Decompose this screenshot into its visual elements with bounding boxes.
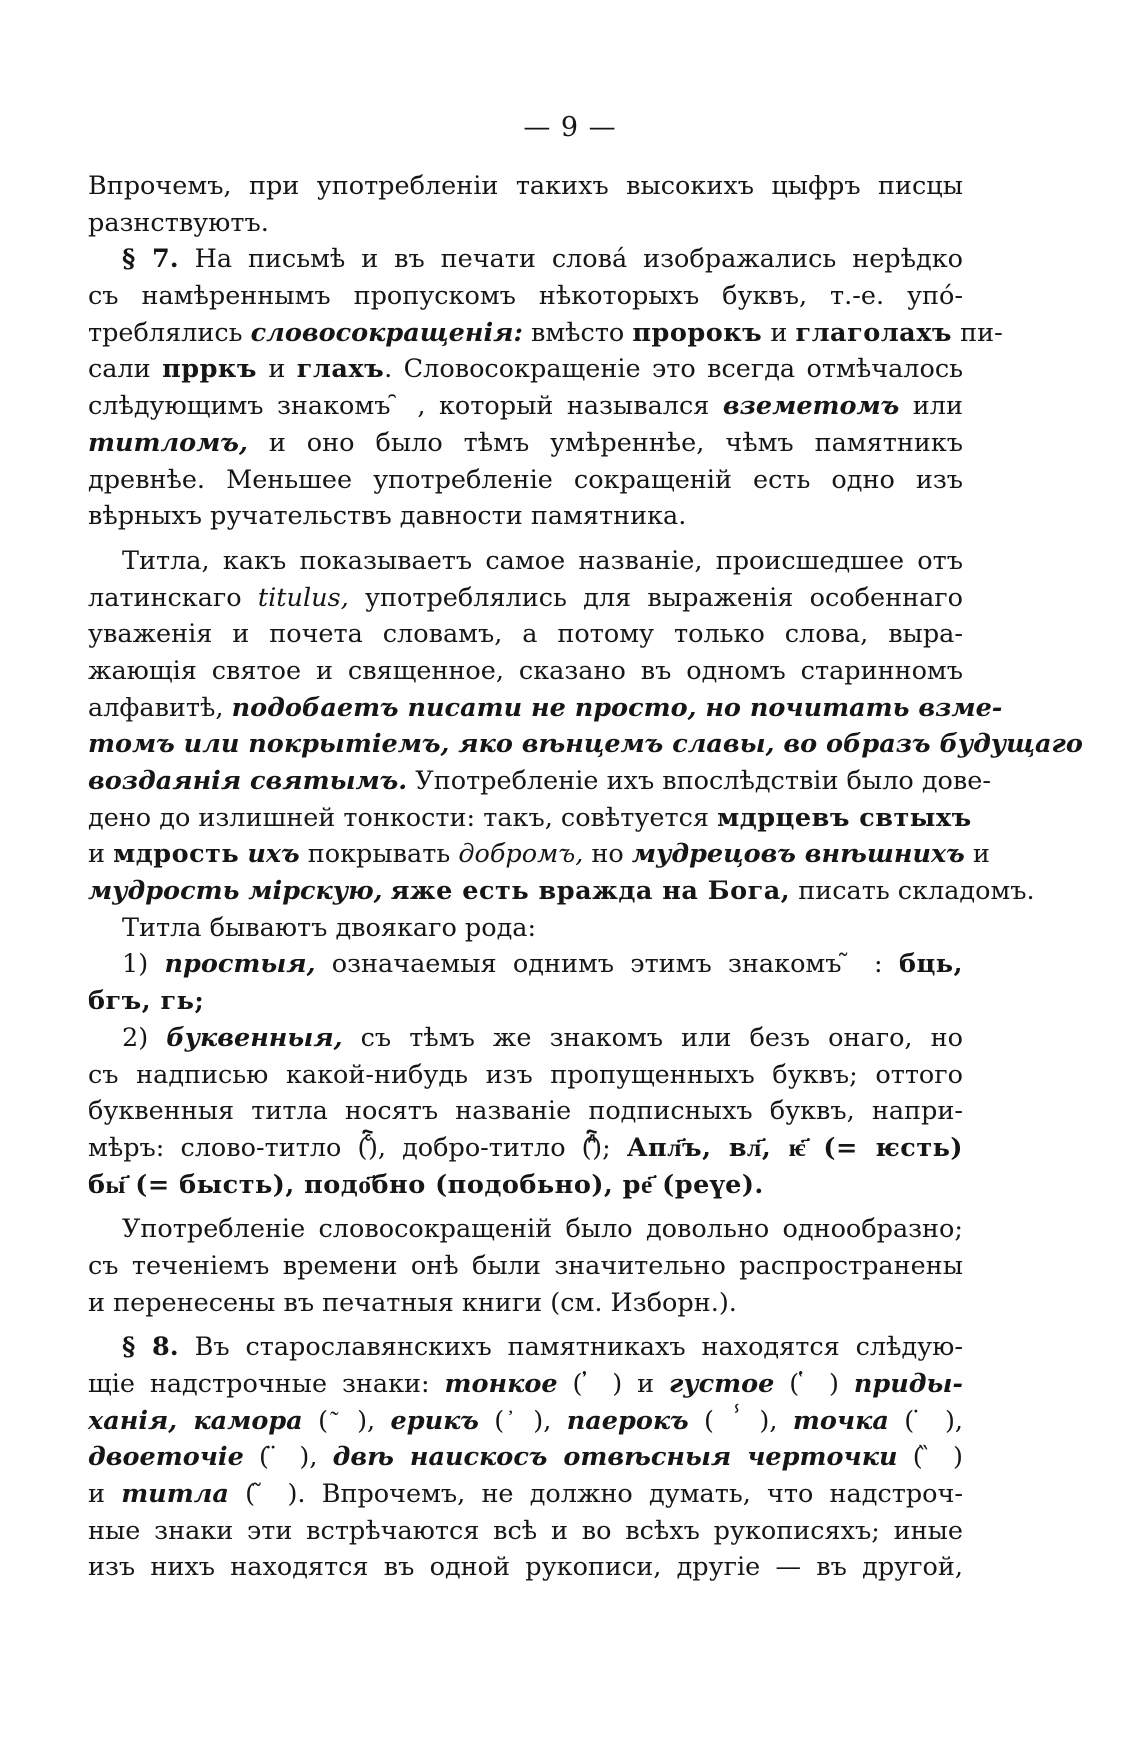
text-line: разнствуютъ. <box>88 207 269 238</box>
section-7-heading-line: § 7. На письмѣ и въ печати слова́ изображались нерѣдко <box>122 244 963 275</box>
text-line: съ теченіемъ времени онѣ были значительно распространены <box>88 1250 963 1281</box>
text-line: бы҃ (= бысть), подо҃бно (подобьно), ре҃ (реүе). <box>88 1169 764 1200</box>
text-line: древнѣе. Меньшее употребленіе сокращеній есть одно изъ <box>88 464 963 495</box>
text-line: съ надписью какой-нибудь изъ пропущенныхъ буквъ; оттого <box>88 1059 963 1090</box>
text-line: алфавитѣ, подобаетъ писати не просто, но почитать взме- <box>88 692 1003 723</box>
text-line: съ намѣреннымъ пропускомъ нѣкоторыхъ буквъ, т.-е. упо́- <box>88 281 963 312</box>
list-item: 1) простыя, означаемыя однимъ этимъ знакомъ ̃ : бць, <box>122 949 963 980</box>
text-line: томъ или покрытіемъ, яко вѣнцемъ славы, во образъ будущаго <box>88 729 1083 760</box>
text-line: титломъ, и оно было тѣмъ умѣреннѣе, чѣмъ памятникъ <box>88 427 963 458</box>
text-line: воздаянія святымъ. Употребленіе ихъ впослѣдствіи было дове- <box>88 766 991 796</box>
page-number: — 9 — <box>523 112 617 143</box>
text-line: щіе надстрочные знаки: тонкое ( ̓ ) и густое ( ̔ ) приды- <box>88 1369 964 1399</box>
section-mark: § 7. <box>122 244 179 275</box>
text-line: Употребленіе словосокращеній было довольно однообразно; <box>122 1214 963 1245</box>
text-line: мѣръ: слово-титло (ⷭ҇), добро-титло (ⷣ҇); Апл҃ъ, вл҃, ѥ҃ (= ѥсть) <box>88 1132 963 1163</box>
text-line: слѣдующимъ знакомъ ̑ , который назывался вземетомъ или <box>88 391 963 422</box>
section-mark: § 8. <box>122 1332 179 1363</box>
text-line: ханія, камора ( ͂ ), ерикъ ( ҆ ), паерокъ ( ⸯ ), точка ( ̇ ), <box>88 1405 964 1436</box>
text-line: и перенесены въ печатныя книги (см. Изборн.). <box>88 1287 737 1318</box>
text-line: ные знаки эти встрѣчаются всѣ и во всѣхъ рукописяхъ; иные <box>88 1515 963 1546</box>
text-line: бгъ, гь; <box>88 986 205 1017</box>
text-line: Впрочемъ, при употребленіи такихъ высокихъ цыфръ писцы <box>88 171 963 201</box>
text-line: уваженія и почета словамъ, а потому только слова, выра- <box>88 619 963 650</box>
text-line: сали прркъ и глахъ. Словосокращеніе это всегда отмѣчалось <box>88 354 963 385</box>
text-line: жающія святое и священное, сказано въ одномъ старинномъ <box>88 655 963 686</box>
text-line: мудрость мірскую, яже есть вражда на Бога, писать складомъ. <box>88 876 1035 907</box>
text-line: двоеточіе ( ̈ ), двѣ наискосъ отвѣсныя черточки ( ̏ ) <box>88 1442 963 1473</box>
text-line: изъ нихъ находятся въ одной рукописи, другіе — въ другой, <box>88 1552 963 1583</box>
text-line: латинскаго titulus, употреблялись для выраженія особеннаго <box>88 582 963 613</box>
section-8-heading-line: § 8. Въ старославянскихъ памятникахъ находятся слѣдую- <box>122 1332 963 1363</box>
body-text <box>88 168 1083 1586</box>
text-line: треблялись словосокращенія: вмѣсто пророкъ и глаголахъ пи- <box>88 317 1003 348</box>
text-line: Титла, какъ показываетъ самое названіе, происшедшее отъ <box>122 545 963 576</box>
text-line: и мдрость ихъ покрывать добромъ, но мудрецовъ внѣшнихъ и <box>88 839 990 870</box>
text-line: Титла бываютъ двоякаго рода: <box>122 912 537 943</box>
text-line: дено до излишней тонкости: такъ, совѣтуется мдрцевъ свтыхъ <box>88 802 972 833</box>
text-line: и титла ( ̃ ). Впрочемъ, не должно думать, что надстроч- <box>88 1479 963 1510</box>
list-item: 2) буквенныя, съ тѣмъ же знакомъ или безъ онаго, но <box>122 1022 963 1053</box>
text-line: буквенныя титла носятъ названіе подписныхъ буквъ, напри- <box>88 1096 963 1127</box>
text-line: вѣрныхъ ручательствъ давности памятника. <box>88 501 687 532</box>
